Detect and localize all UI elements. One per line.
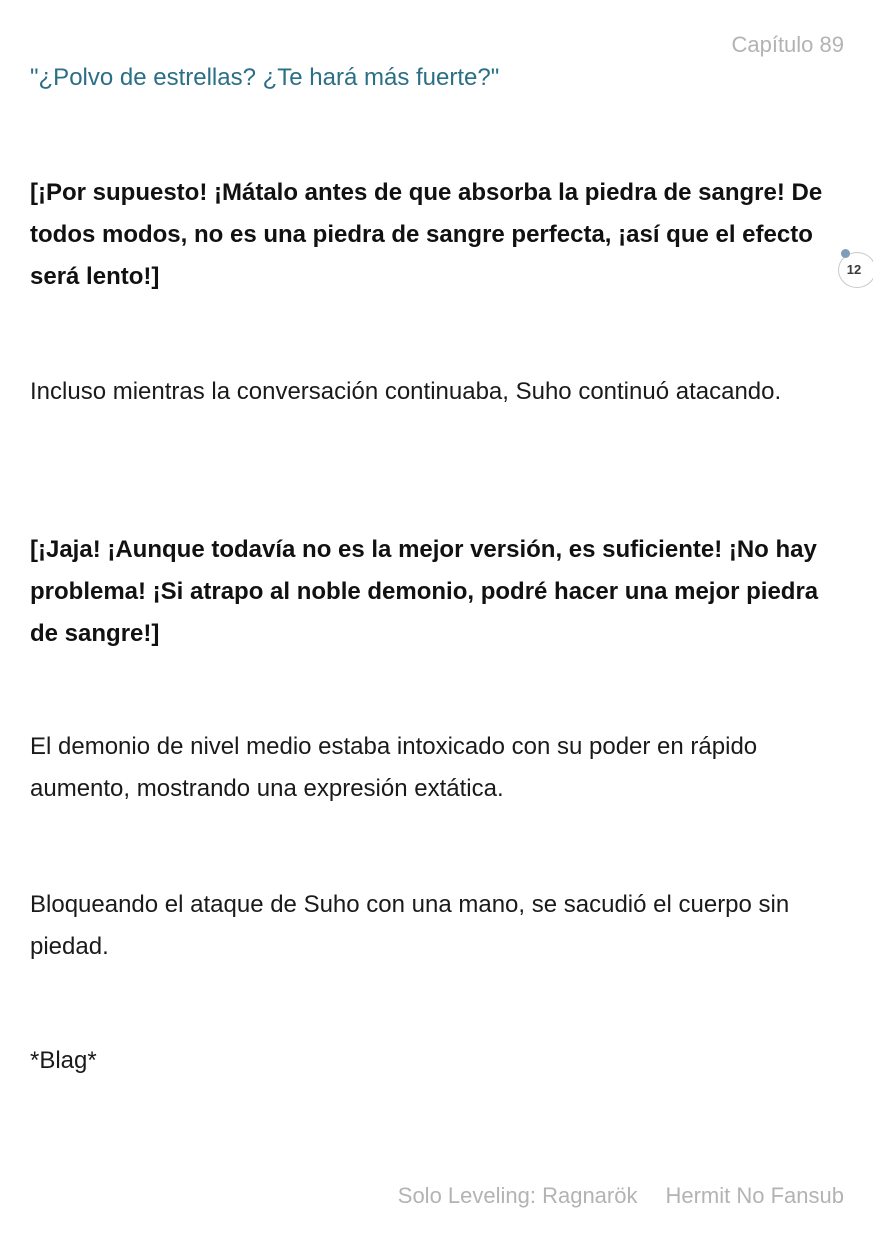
paragraph-bracket-speech-2: [¡Jaja! ¡Aunque todavía no es la mejor versión, es suficiente! ¡No hay problema! ¡Si atrapo al noble demonio, podré hacer una mejor piedra de sangre!] [30, 536, 819, 647]
badge-indicator-dot [841, 249, 850, 258]
comment-count: 12 [846, 262, 862, 277]
paragraph-sound-effect: *Blag* [30, 1047, 97, 1074]
paragraph-narration-1: Incluso mientras la conversación continuaba, Suho continuó atacando. [30, 378, 782, 405]
footer [398, 1183, 844, 1209]
footer-translator: Hermit No Fansub [665, 1183, 844, 1208]
paragraph-narration-3: Bloqueando el ataque de Suho con una mano, se sacudió el cuerpo sin piedad. [30, 891, 790, 960]
paragraph-bracket-speech-1: [¡Por supuesto! ¡Mátalo antes de que absorba la piedra de sangre! De todos modos, no es una piedra de sangre perfecta, ¡así que el efecto será lento!] [30, 179, 823, 290]
paragraph-narration-2: El demonio de nivel medio estaba intoxicado con su poder en rápido aumento, mostrando una expresión extática. [30, 733, 758, 802]
chapter-label: Capítulo 89 [731, 32, 844, 57]
footer-novel-title: Solo Leveling: Ragnarök [397, 1183, 638, 1208]
dialogue-line: "¿Polvo de estrellas? ¿Te hará más fuerte?" [30, 64, 500, 91]
